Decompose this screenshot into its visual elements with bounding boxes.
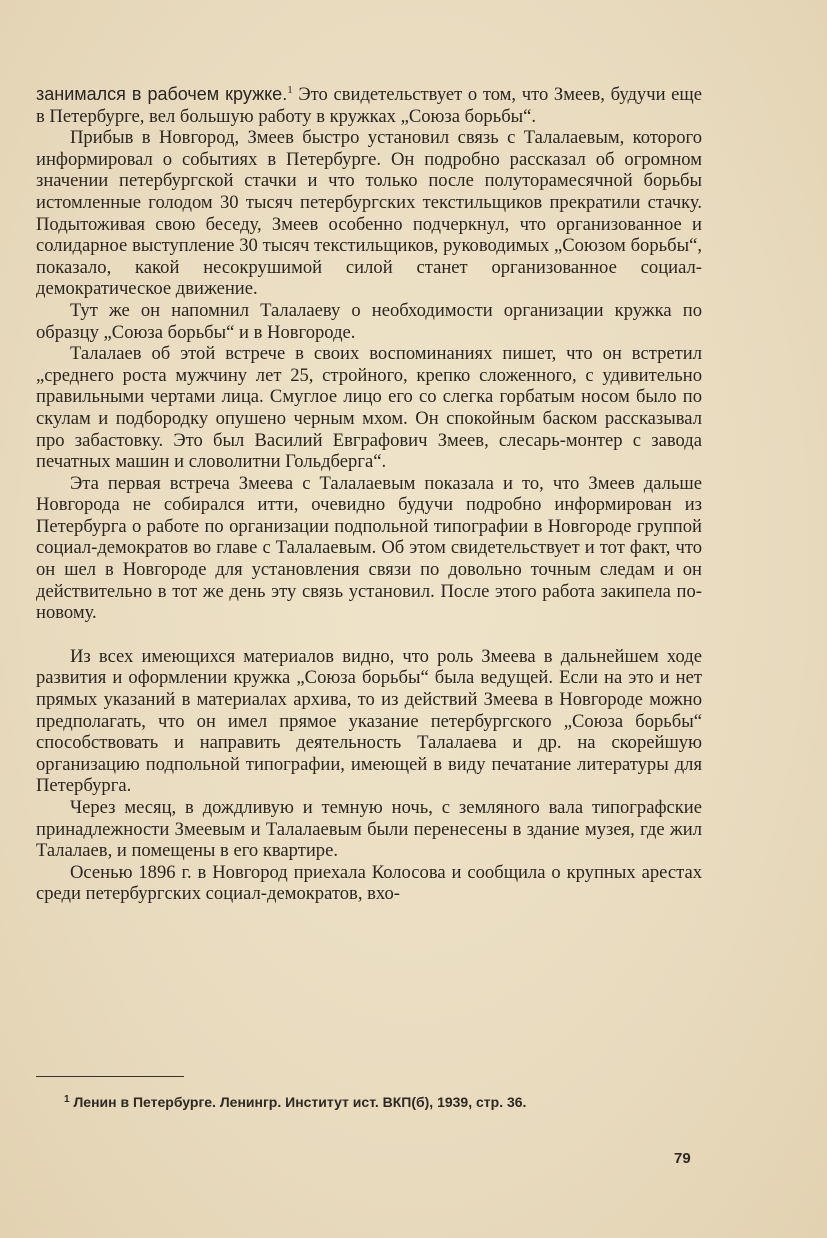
paragraph-3: Тут же он напомнил Талалаеву о необходимости организации кружка по образцу „Союза борьбы“ и в Новгороде. (36, 299, 702, 343)
paragraph-5: Эта первая встреча Змеева с Талалаевым показала и то, что Змеев дальше Новгорода не собирался итти, очевидно будучи подробно информирован из Петербурга о работе по организации подпольной типографии в Новгороде группой социал-демократов во главе с Талалаевым. Об этом свидетельствует и тот факт, что он шел в Новгороде для установления связи по довольно точным следам и он действительно в тот же день эту связь установил. После этого работа закипела по-новому. (36, 472, 702, 624)
paragraph-1 (36, 84, 702, 127)
main-text (36, 84, 702, 905)
paragraph-1-start: занимался в рабочем кружке. (36, 84, 288, 104)
paragraph-1-rest: Это свидетельствует о том, что Змеев, будучи еще в Петербурге, вел большую работу в кружках „Союза борьбы“. (36, 84, 702, 127)
paragraph-6: Из всех имеющихся материалов видно, что роль Змеева в дальнейшем ходе развития и оформлении кружка „Союза борьбы“ была ведущей. Если на это и нет прямых указаний в материалах архива, то из действий Змеева в Новгороде можно предполагать, что он имел прямое указание петербургского „Союза борьбы“ способствовать и направить деятельность Талалаева и др. на скорейшую организацию подпольной типографии, имеющей в виду печатание литературы для Петербурга. (36, 645, 702, 797)
paragraph-2: Прибыв в Новгород, Змеев быстро установил связь с Талалаевым, которого информировал о событиях в Петербурге. Он подробно рассказал об огромном значении петербургской стачки и что только после полуторамесячной борьбы истомленные голодом 30 тысяч петербургских текстильщиков прекратили стачку. Подытоживая свою беседу, Змеев особенно подчеркнул, что организованное и солидарное выступление 30 тысяч текстильщиков, руководимых „Союзом борьбы“, показало, какой несокрушимой силой станет организованное социал-демократическое движение. (36, 127, 702, 300)
footnote-text: Ленин в Петербурге. Ленингр. Институт ист. ВКП(б), 1939, стр. 36. (73, 1094, 527, 1110)
paragraph-8: Осенью 1896 г. в Новгород приехала Колосова и сообщила о крупных арестах среди петербургских социал-демократов, вхо- (36, 861, 702, 905)
paragraph-4: Талалаев об этой встрече в своих воспоминаниях пишет, что он встретил „среднего роста мужчину лет 25, стройного, крепко сложенного, с удивительно правильными чертами лица. Смуглое лицо его со слегка горбатым носом было по скулам и подбородку опушено черным мхом. Он спокойным баском рассказывал про забастовку. Это был Василий Евграфович Змеев, слесарь-монтер с завода печатных машин и словолитни Гольдберга“. (36, 343, 702, 473)
paragraph-7: Через месяц, в дождливую и темную ночь, с земляного вала типографские принадлежности Змеевым и Талалаевым были перенесены в здание музея, где жил Талалаев, и помещены в его квартире. (36, 797, 702, 862)
footnote-divider (36, 1076, 184, 1077)
footnote-mark: 1 (64, 1094, 70, 1105)
page-number: 79 (674, 1150, 691, 1167)
footnote-reference: 1 (287, 84, 293, 96)
footnote (64, 1094, 704, 1110)
